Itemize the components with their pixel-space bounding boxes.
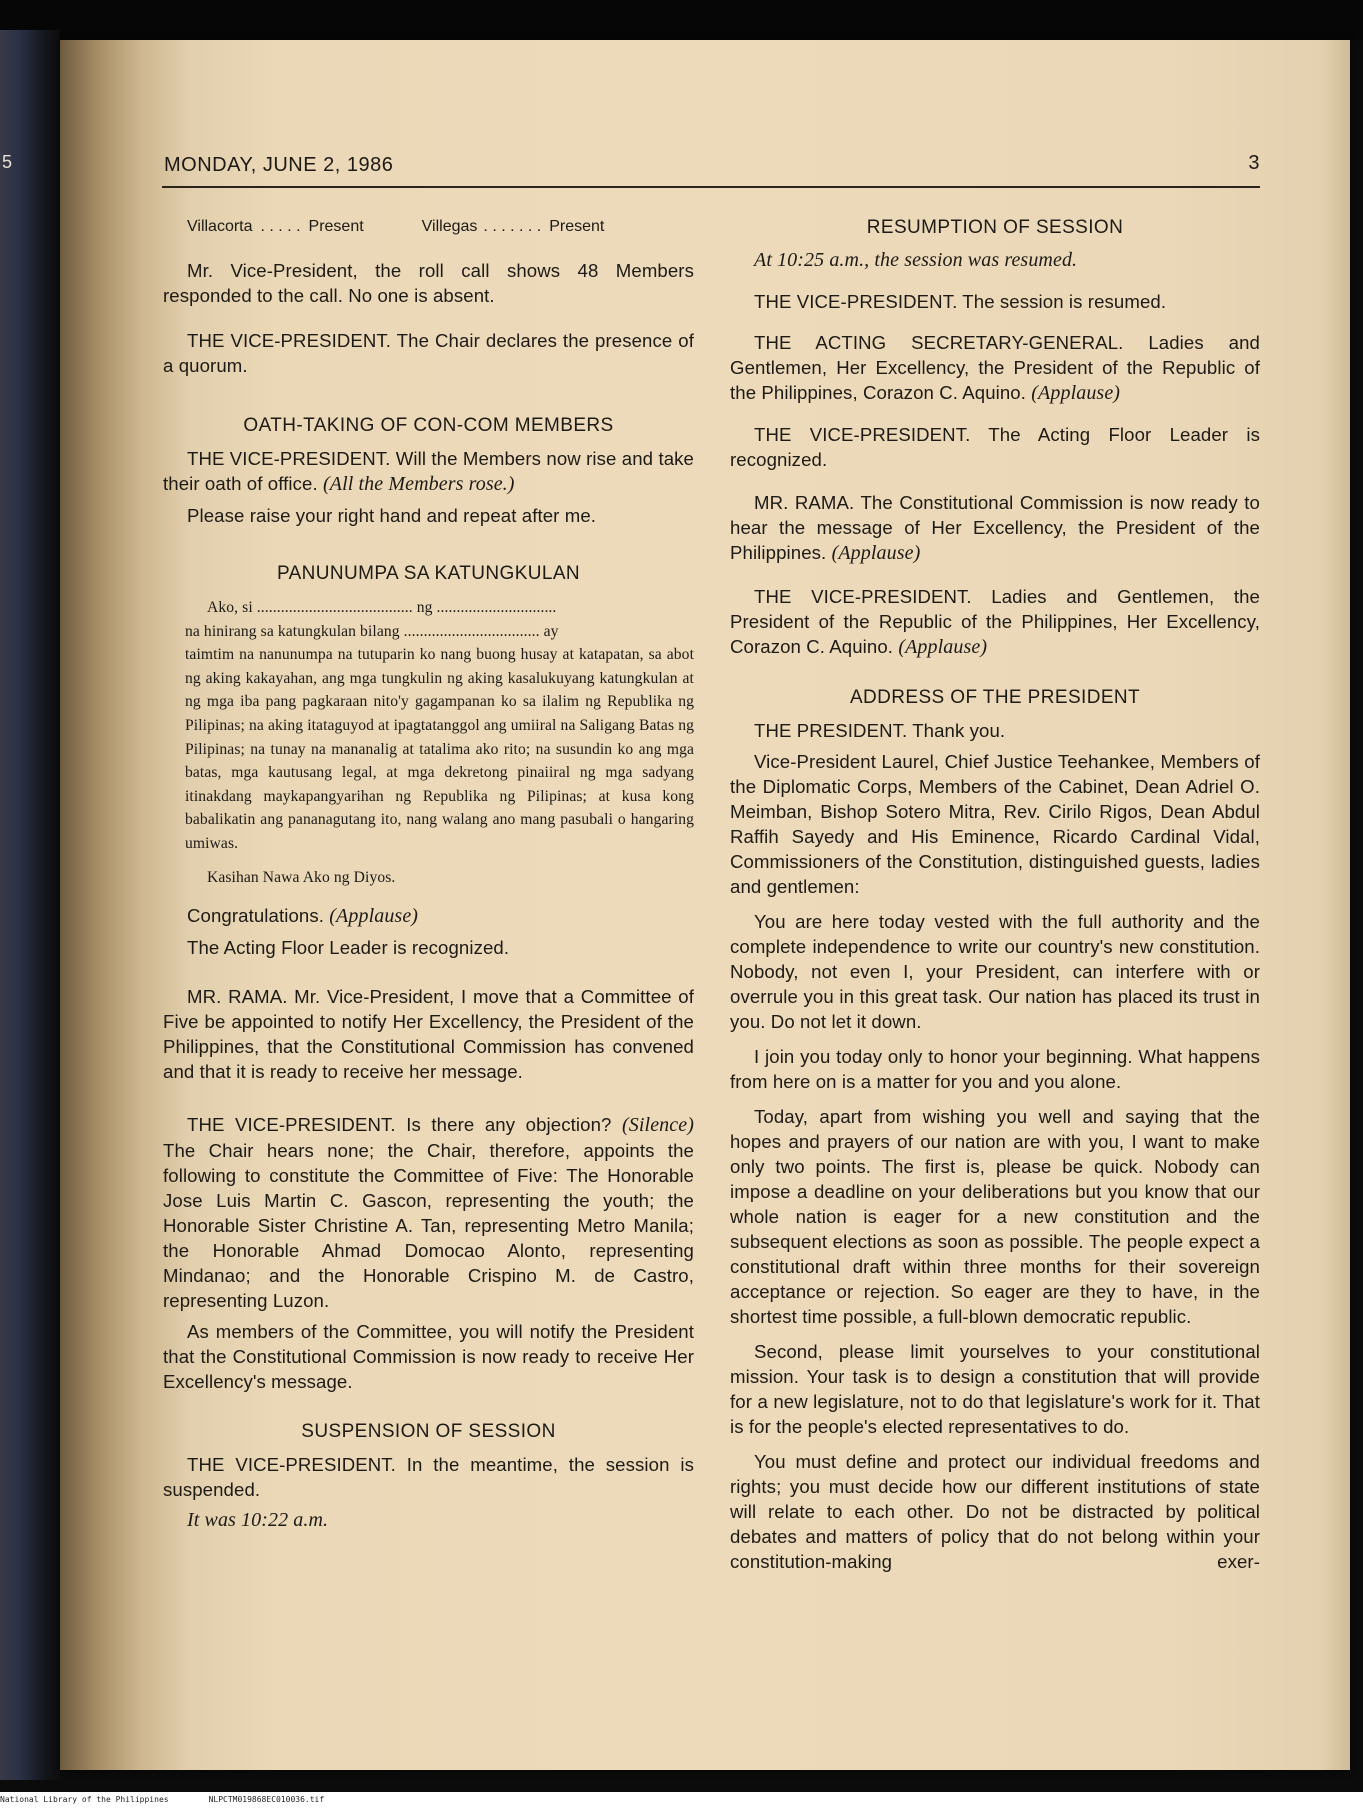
stage-direction: (All the Members rose.) [323, 473, 515, 495]
section-heading: SUSPENSION OF SESSION [301, 1421, 556, 1443]
paragraph-text: THE VICE-PRESIDENT. Ladies and Gentlemen, the President of the Republic of the Philippines, Her Excellency, Corazon C. Aquino. [730, 586, 1260, 657]
paragraph: I join you today only to honor your beginning. What happens from here on is a matter for you and you alone. [730, 1046, 1260, 1092]
paragraph: The Acting Floor Leader is recognized. [187, 937, 510, 959]
oath-close: Kasihan Nawa Ako ng Diyos. [207, 868, 396, 886]
paragraph [163, 903, 694, 929]
stage-direction: (Silence) [622, 1114, 694, 1137]
paragraph-text: The Chair hears none; the Chair, therefore, appoints the following to constitute the Committee of Five: The Honorable Jose Luis Martin C. Gascon, representing the youth; the Honorable Sister Christine A. Tan, representing Metro Manila; the Honorable Ahmad Domocao Alonto, representing Mindanao; and the Honorable Crispino M. de Castro, representing Luzon. [163, 1140, 694, 1312]
paragraph: THE VICE-PRESIDENT. The session is resumed. [754, 291, 1167, 312]
stage-direction: (Applause) [831, 542, 921, 564]
paragraph: You must define and protect our individual freedoms and rights; you must decide how our different institutions of state will relate to each other. Do not be distracted by political debates and matters of policy that do not belong within your constitution-making exer- [730, 1451, 1260, 1572]
paragraph-text: THE VICE-PRESIDENT. Is there any objection? [187, 1114, 612, 1136]
paragraph-text: THE VICE-PRESIDENT. Will the Members now rise and take their oath of office. [163, 448, 694, 494]
roll-call [163, 214, 694, 240]
roll-call-entry [187, 218, 392, 235]
stage-direction: (Applause) [329, 905, 419, 928]
paragraph [163, 446, 694, 497]
oath-line: na hinirang sa katungkulan bilang .................................. ay [185, 622, 559, 640]
roll-status: Present [308, 218, 364, 235]
paragraph: As members of the Committee, you will notify the President that the Constitutional Commission is now ready to receive Her Excellency's message. [163, 1321, 694, 1393]
oath-text [163, 596, 694, 889]
section-heading: ADDRESS OF THE PRESIDENT [849, 687, 1141, 708]
paragraph: THE VICE-PRESIDENT. The Chair declares the presence of a quorum. [163, 330, 694, 376]
paragraph [730, 584, 1260, 660]
right-column [730, 214, 1260, 1574]
scan-footer [0, 1792, 1363, 1808]
paragraph [730, 330, 1260, 406]
paragraph: THE PRESIDENT. Thank you. [754, 720, 1006, 741]
paragraph-text: Congratulations. [187, 905, 325, 927]
roll-name: Villegas [421, 218, 478, 235]
roll-call-entry [422, 218, 605, 235]
roll-dots: . . . . . [260, 218, 301, 235]
header-rule [162, 186, 1260, 188]
scan-top-band [0, 0, 1363, 40]
roll-name: Villacorta [187, 218, 253, 235]
section-heading: PANUNUMPA SA KATUNGKULAN [276, 563, 581, 584]
section-heading: OATH-TAKING OF CON-COM MEMBERS [243, 415, 614, 436]
page-header [164, 150, 1260, 190]
time-note: At 10:25 a.m., the session was resumed. [754, 249, 1078, 271]
paragraph-text: MR. RAMA. The Constitutional Commission is now ready to hear the message of Her Excellency, the President of the Philippines. [730, 492, 1260, 563]
paragraph [163, 1112, 694, 1313]
stage-direction: (Applause) [898, 636, 988, 658]
book-binding-edge [0, 30, 60, 1780]
roll-status: Present [549, 218, 605, 235]
paragraph: Second, please limit yourselves to your constitutional mission. Your task is to design a constitution that will provide for a new legislature, not to do that legislature's work for it. That is for the people's elected representatives to do. [730, 1341, 1260, 1437]
left-column [163, 214, 694, 1533]
footer-filename: NLPCTM019868EC010036.tif [208, 1795, 325, 1804]
section-heading: RESUMPTION OF SESSION [866, 217, 1124, 238]
paragraph: Vice-President Laurel, Chief Justice Teehankee, Members of the Diplomatic Corps, Members of the Cabinet, Dean Adriel O. Meimban, Bishop Sotero Mitra, Rev. Cirilo Rigos, Dean Abdul Raffih Sayedy and His Eminence, Ricardo Cardinal Vidal, Commissioners of the Constitution, distinguished guests, ladies and gentlemen: [730, 751, 1260, 897]
oath-body: taimtim na nanunumpa na tutuparin ko nang buong husay at katapatan, sa abot ng aking kakayahan, ang mga tungkulin ng aking kasalukuyang katungkulan at ng mga iba pang pagkaraan nito'y gagampanan ko sa ilalim ng Republika ng Pilipinas; na aking itataguyod at ipagtatanggol ang umiiral na Saligang Batas ng Pilipinas; na tunay na mananalig at tatalima ako rito; na susundin ko ang mga batas, mga kautusang legal, at mga dekretong pinaiiral ng mga sadyang itinakdang maykapangyarihan ng Republika ng Pilipinas; at kusa kong babalikatin ang pananagutang ito, nang walang ano mang pasubali o hangaring umiwas. [185, 646, 694, 852]
time-note: It was 10:22 a.m. [187, 1509, 329, 1532]
paragraph: MR. RAMA. Mr. Vice-President, I move that a Committee of Five be appointed to notify Her Excellency, the President of the Philippines, that the Constitutional Commission has convened and that it is ready to receive her message. [163, 986, 694, 1083]
paragraph [730, 490, 1260, 566]
paragraph: THE VICE-PRESIDENT. The Acting Floor Leader is recognized. [730, 424, 1260, 470]
roll-dots: . . . . . . . [483, 218, 542, 235]
stage-direction: (Applause) [1031, 382, 1121, 404]
header-date: MONDAY, JUNE 2, 1986 [164, 154, 394, 176]
paragraph: Today, apart from wishing you well and saying that the hopes and prayers of our nation are with you, I want to make only two points. The first is, please be quick. Nobody can impose a deadline on your deliberations but you know that our whole nation is eager for a new constitution and the subsequent elections as soon as possible. The people expect a constitutional draft within three months for their sovereign acceptance or rejection. So eager are they to have, in the shortest time possible, a full-blown democratic republic. [730, 1106, 1260, 1327]
paragraph: Mr. Vice-President, the roll call shows 48 Members responded to the call. No one is absent. [163, 260, 694, 306]
paragraph-text: THE ACTING SECRETARY-GENERAL. Ladies and Gentlemen, Her Excellency, the President of the Republic of the Philippines, Corazon C. Aquino. [730, 332, 1260, 403]
page-number: 3 [1248, 152, 1260, 174]
paragraph: THE VICE-PRESIDENT. In the meantime, the session is suspended. [163, 1454, 694, 1501]
paragraph: Please raise your right hand and repeat after me. [187, 505, 597, 526]
footer-source: National Library of the Philippines [0, 1795, 169, 1804]
adjacent-page-number: 5 [2, 152, 13, 172]
paragraph: You are here today vested with the full authority and the complete independence to write our country's new constitution. Nobody, not even I, your President, can interfere with or overrule you in this great task. Our nation has placed its trust in you. Do not let it down. [730, 911, 1260, 1032]
oath-line: Ako, si ....................................... ng .............................. [207, 599, 557, 616]
